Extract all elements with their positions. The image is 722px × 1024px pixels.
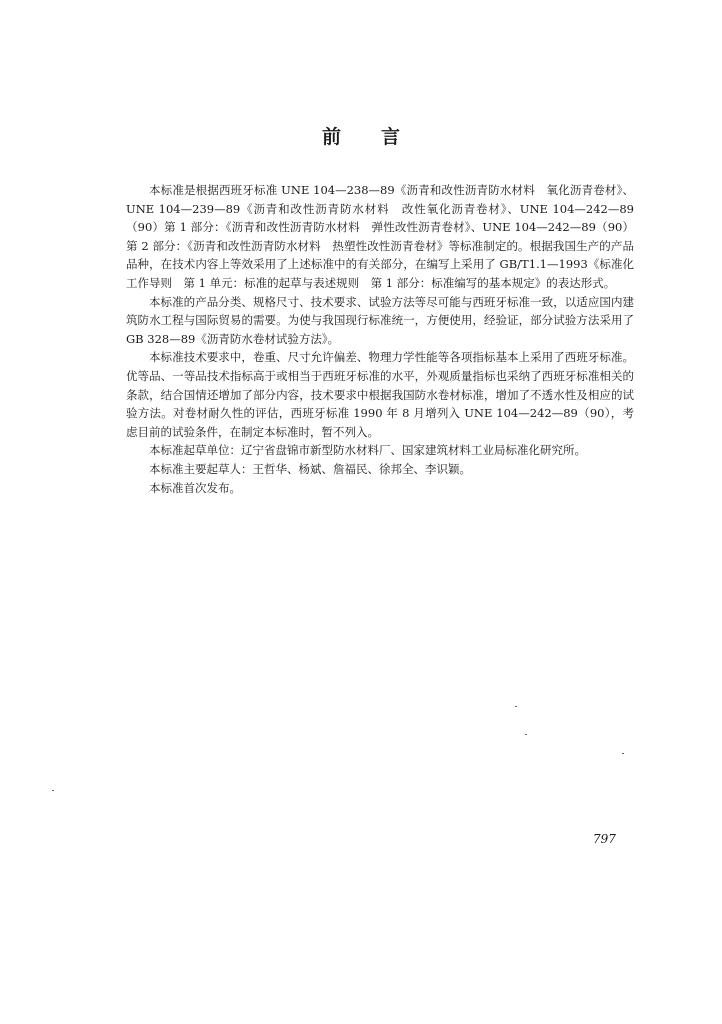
paragraph-2: 本标准的产品分类、规格尺寸、技术要求、试验方法等尽可能与西班牙标准一致，以适应国内建筑防水工程与国际贸易的需要。为使与我国现行标准统一，方便使用，经验证，部分试验方法采用了 GB 328—89《沥青防水卷材试验方法》。 xyxy=(126,294,634,346)
paragraph-4: 本标准起草单位：辽宁省盘锦市新型防水材料厂、国家建筑材料工业局标准化研究所。 xyxy=(149,443,586,458)
paragraph-1: 本标准是根据西班牙标准 UNE 104—238—89《沥青和改性沥青防水材料 氧化沥青卷材》、UNE 104—239—89《沥青和改性沥青防水材料 改性氧化沥青卷材》、UNE 104—242—89（90）第 1 部分：《沥青和改性沥青防水材料 弹性改性沥青卷材》、UNE 104—242—89（90）第 2 部分：《沥青和改性沥青防水材料 热塑性改性沥青卷材》等标准制定的。根据我国生产的产品品种，在技术内容上等效采用了上述标准中的有关部分，在编写上采用了 GB/T1.1—1993《标准化工作导则 第 1 单元：标准的起草与表述规则 第 1 部分：标准编写的基本规定》的表达形式。 xyxy=(126,183,634,290)
scan-speck xyxy=(525,734,527,735)
body-text xyxy=(126,181,634,497)
paragraph-3: 本标准技术要求中，卷重、尺寸允许偏差、物理力学性能等各项指标基本上采用了西班牙标准。优等品、一等品技术指标高于或相当于西班牙标准的水平，外观质量指标也采纳了西班牙标准相关的条款，结合国情还增加了部分内容，技术要求中根据我国防水卷材标准，增加了不透水性及相应的试验方法。对卷材耐久性的评估，西班牙标准 1990 年 8 月增列入 UNE 104—242—89（90），考虑目前的试验条件，在制定本标准时，暂不列入。 xyxy=(126,350,634,439)
scan-speck xyxy=(515,706,517,707)
page-title: 前言 xyxy=(321,126,440,148)
paragraph-6: 本标准首次发布。 xyxy=(149,480,241,495)
page-number: 797 xyxy=(593,832,616,846)
scan-speck xyxy=(52,790,54,791)
paragraph-5: 本标准主要起草人：王哲华、杨斌、詹福民、徐邦全、李识颖。 xyxy=(149,461,471,476)
scan-speck xyxy=(622,753,624,754)
